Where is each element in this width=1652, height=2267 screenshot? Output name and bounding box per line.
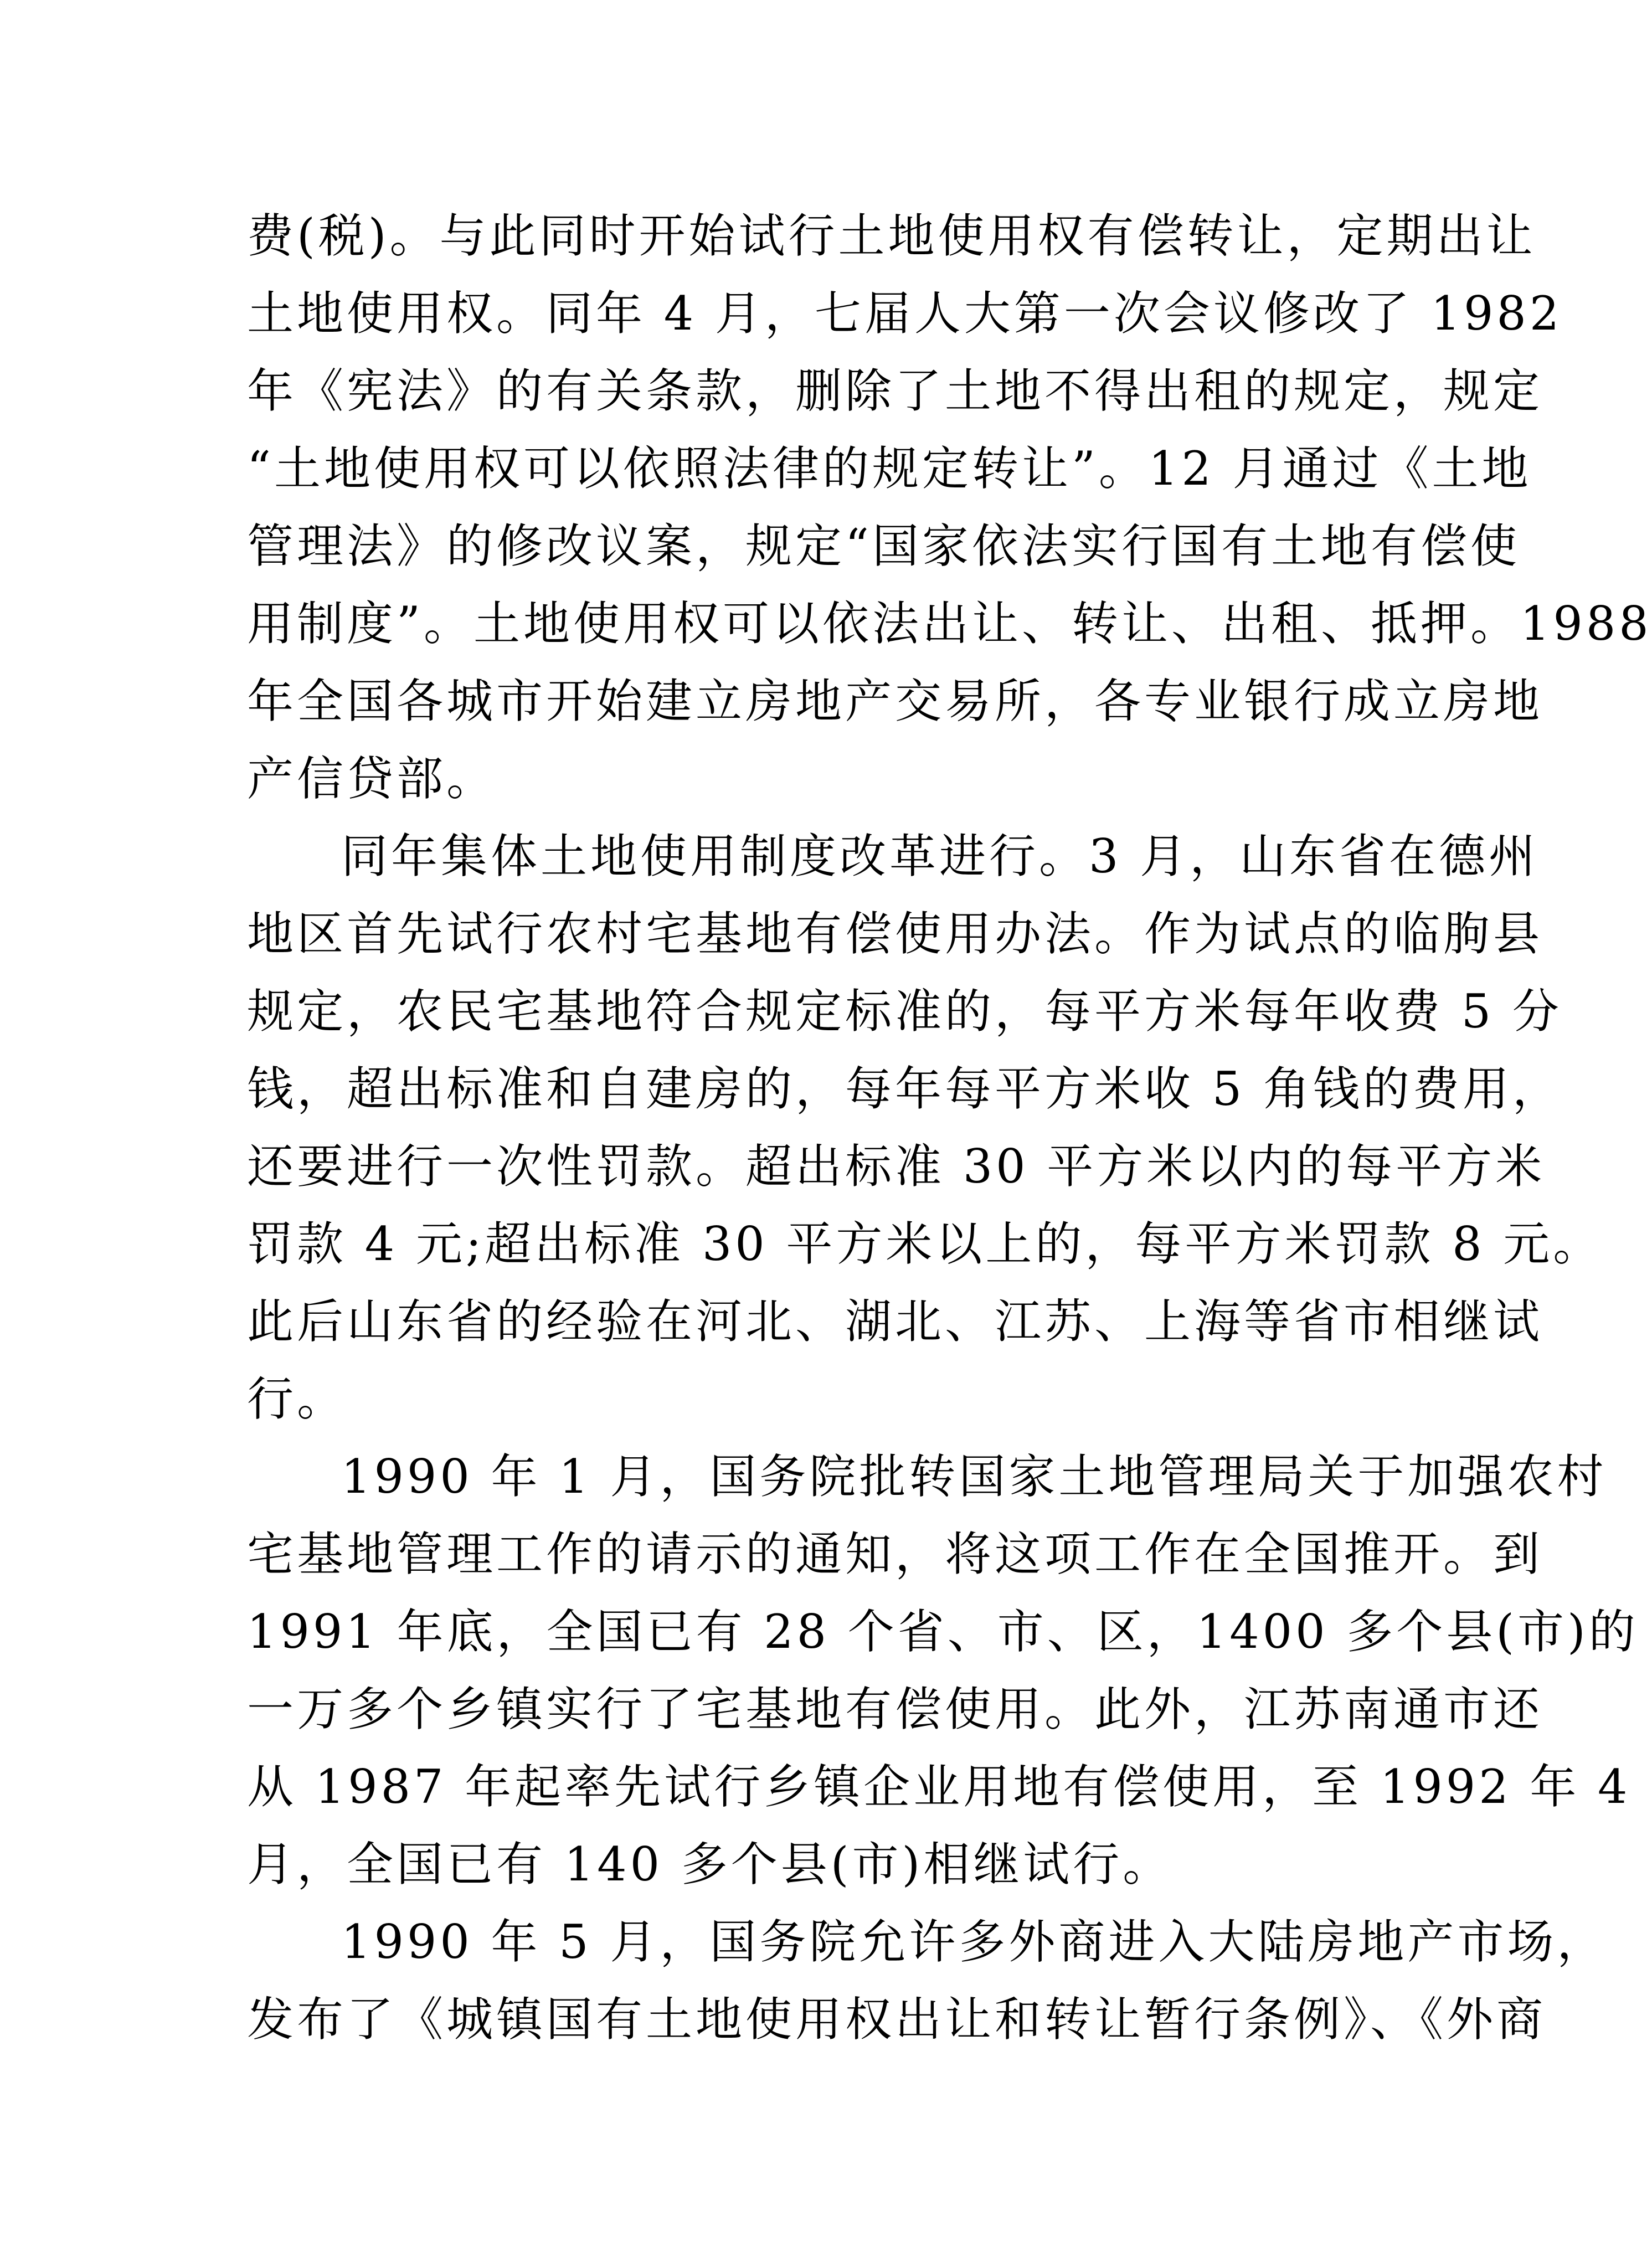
- paragraph: [247, 1438, 1639, 1903]
- paragraph: [247, 197, 1652, 818]
- text-line: 年《宪法》的有关条款，删除了土地不得出租的规定，规定: [247, 364, 1543, 418]
- text-line: 月，全国已有 140 多个县(市)相继试行。: [247, 1837, 1173, 1891]
- text-line: 此后山东省的经验在河北、湖北、江苏、上海等省市相继试: [247, 1294, 1543, 1349]
- text-line: 发布了《城镇国有土地使用权出让和转让暂行条例》、《外商: [247, 1992, 1547, 2047]
- paragraph: [247, 1903, 1607, 2058]
- text-line: 地区首先试行农村宅基地有偿使用办法。作为试点的临朐县: [247, 907, 1543, 961]
- text-line: 产信贷部。: [247, 752, 497, 806]
- paragraph: [247, 818, 1603, 1438]
- body-text: [247, 197, 1652, 2058]
- text-line: 同年集体土地使用制度改革进行。3 月，山东省在德州: [341, 829, 1539, 883]
- text-line: 宅基地管理工作的请示的通知，将这项工作在全国推开。到: [247, 1527, 1543, 1581]
- text-line: 还要进行一次性罚款。超出标准 30 平方米以内的每平方米: [247, 1139, 1546, 1194]
- text-line: 1990 年 1 月，国务院批转国家土地管理局关于加强农村: [341, 1449, 1607, 1504]
- text-line: 费(税)。与此同时开始试行土地使用权有偿转让，定期出让: [247, 209, 1536, 263]
- text-line: “土地使用权可以依照法律的规定转让”。12 月通过《土地: [247, 441, 1532, 496]
- text-line: 1990 年 5 月，国务院允许多外商进入大陆房地产市场，: [341, 1915, 1607, 1969]
- text-line: 用制度”。土地使用权可以依法出让、转让、出租、抵押。1988: [247, 597, 1652, 651]
- text-line: 管理法》的修改议案，规定“国家依法实行国有土地有偿使: [247, 519, 1520, 573]
- text-line: 罚款 4 元;超出标准 30 平方米以上的，每平方米罚款 8 元。: [247, 1217, 1603, 1271]
- text-line: 土地使用权。同年 4 月，七届人大第一次会议修改了 1982: [247, 286, 1563, 341]
- text-line: 一万多个乡镇实行了宅基地有偿使用。此外，江苏南通市还: [247, 1682, 1543, 1736]
- text-line: 1991 年底，全国已有 28 个省、市、区，1400 多个县(市)的: [247, 1605, 1639, 1659]
- text-line: 从 1987 年起率先试行乡镇企业用地有偿使用，至 1992 年 4: [247, 1760, 1631, 1814]
- text-line: 年全国各城市开始建立房地产交易所，各专业银行成立房地: [247, 674, 1543, 728]
- text-line: 规定，农民宅基地符合规定标准的，每平方米每年收费 5 分: [247, 984, 1562, 1039]
- text-line: 行。: [247, 1372, 347, 1426]
- text-line: 钱，超出标准和自建房的，每年每平方米收 5 角钱的费用，: [247, 1062, 1562, 1116]
